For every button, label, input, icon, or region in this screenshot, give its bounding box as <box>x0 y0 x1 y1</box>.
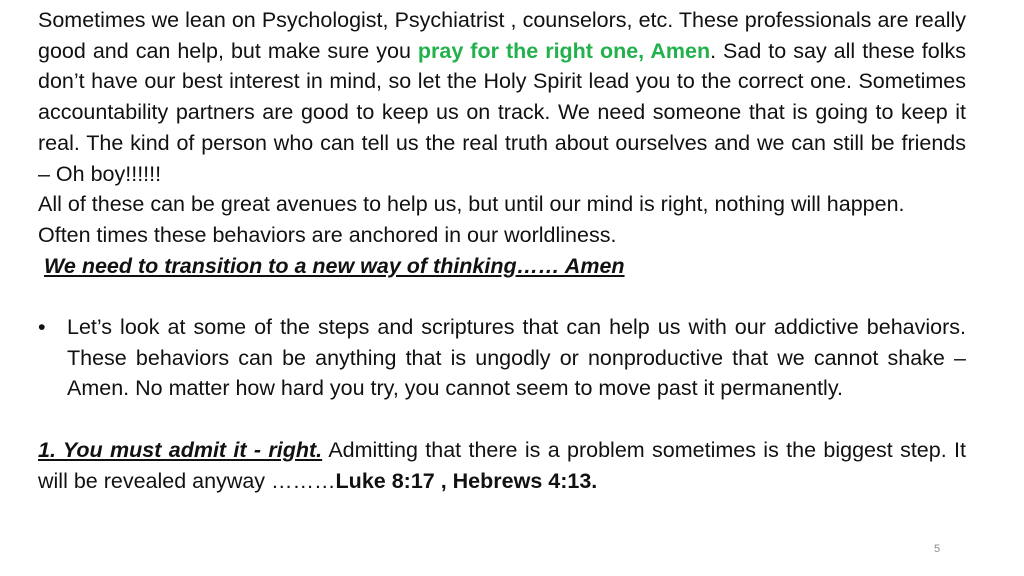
step-1-text: Admitting that there is a problem sometimes is the biggest step. It will be revealed anyway ……… <box>38 437 966 493</box>
worldliness-paragraph: Often times these behaviors are anchored in our worldliness. <box>38 222 617 247</box>
bullet-icon: • <box>38 315 46 340</box>
bullet-text: Let’s look at some of the steps and scriptures that can help us with our addictive behaviors. These behaviors can be anything that is ungodly or nonproductive that we cannot shake – Amen. No matter how hard you try, you cannot seem to move past it permanently. <box>67 315 966 401</box>
intro-paragraph <box>38 5 966 189</box>
step-1-title: 1. You must admit it - right. <box>38 437 323 462</box>
spacer <box>38 404 966 435</box>
page-number: 5 <box>934 543 941 555</box>
slide-content <box>38 5 966 496</box>
transition-heading: We need to transition to a new way of thinking…… Amen <box>44 253 625 278</box>
intro-text-part2: . Sad to say all these folks don’t have our best interest in mind, so let the Holy Spirit lead you to the correct one. Sometimes accountability partners are good to keep us on track. We need someone that is going to keep it real. The kind of person who can tell us the real truth about ourselves and we can still be friends – Oh boy!!!!!! <box>38 38 966 186</box>
step-1-paragraph <box>38 435 966 496</box>
spacer <box>38 281 966 312</box>
highlight-text: pray for the right one, Amen <box>417 38 711 63</box>
avenues-paragraph: All of these can be great avenues to help us, but until our mind is right, nothing will happen. <box>38 192 905 217</box>
intro-text-part1: Sometimes we lean on Psychologist, Psychiatrist , counselors, etc. These professionals are really good and can help, but make sure you <box>38 8 966 63</box>
scripture-refs: Luke 8:17 , Hebrews 4:13. <box>335 468 598 493</box>
bullet-item <box>38 312 966 404</box>
